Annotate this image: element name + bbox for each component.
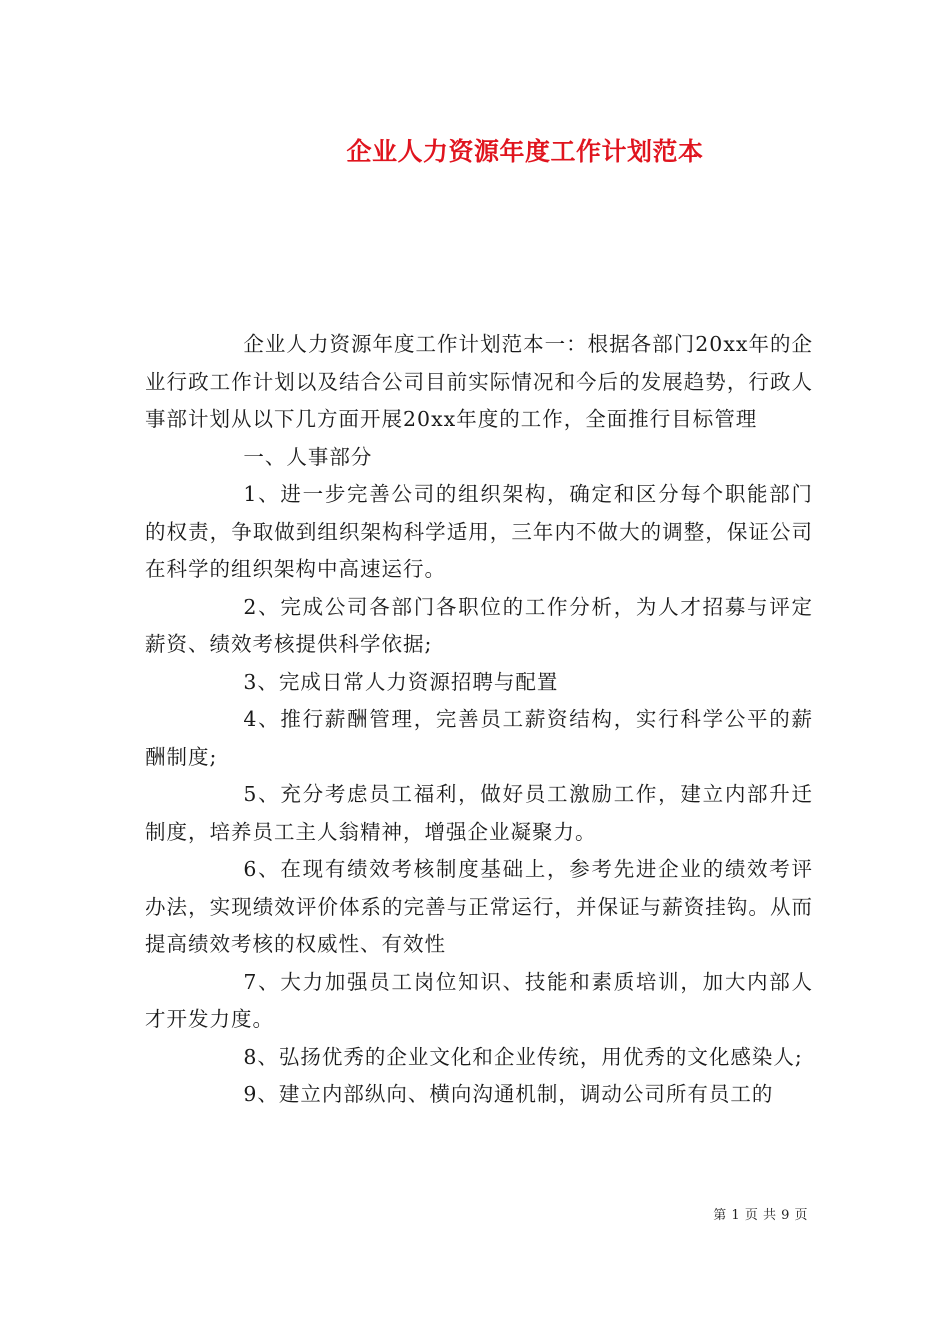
page-number-footer: 第 1 页 共 9 页 [713, 1208, 808, 1223]
intro-paragraph: 企业人力资源年度工作计划范本一：根据各部门20xx年的企业行政工作计划以及结合公司目前实际情况和今后的发展趋势，行政人事部计划从以下几方面开展20xx年度的工作，全面推行目标管理 [145, 332, 813, 431]
document-body [145, 326, 813, 1114]
section-heading: 一、人事部分 [243, 444, 373, 469]
list-item-9: 9、建立内部纵向、横向沟通机制，调动公司所有员工的 [243, 1082, 774, 1106]
list-item-3: 3、完成日常人力资源招聘与配置 [243, 669, 559, 694]
list-item-5: 5、充分考虑员工福利，做好员工激励工作，建立内部升迁制度，培养员工主人翁精神，增强企业凝聚力。 [145, 782, 813, 844]
document-title: 企业人力资源年度工作计划范本 [346, 137, 704, 166]
list-item-4: 4、推行薪酬管理，完善员工薪资结构，实行科学公平的薪酬制度; [145, 707, 813, 769]
list-item-1: 1、进一步完善公司的组织架构，确定和区分每个职能部门的权责，争取做到组织架构科学适用，三年内不做大的调整，保证公司在科学的组织架构中高速运行。 [145, 482, 813, 581]
list-item-8: 8、弘扬优秀的企业文化和企业传统，用优秀的文化感染人; [243, 1044, 803, 1069]
list-item-6: 6、在现有绩效考核制度基础上，参考先进企业的绩效考评办法，实现绩效评价体系的完善与正常运行，并保证与薪资挂钩。从而提高绩效考核的权威性、有效性 [145, 857, 813, 956]
list-item-7: 7、大力加强员工岗位知识、技能和素质培训，加大内部人才开发力度。 [145, 969, 813, 1031]
list-item-2: 2、完成公司各部门各职位的工作分析，为人才招募与评定薪资、绩效考核提供科学依据; [145, 594, 813, 656]
